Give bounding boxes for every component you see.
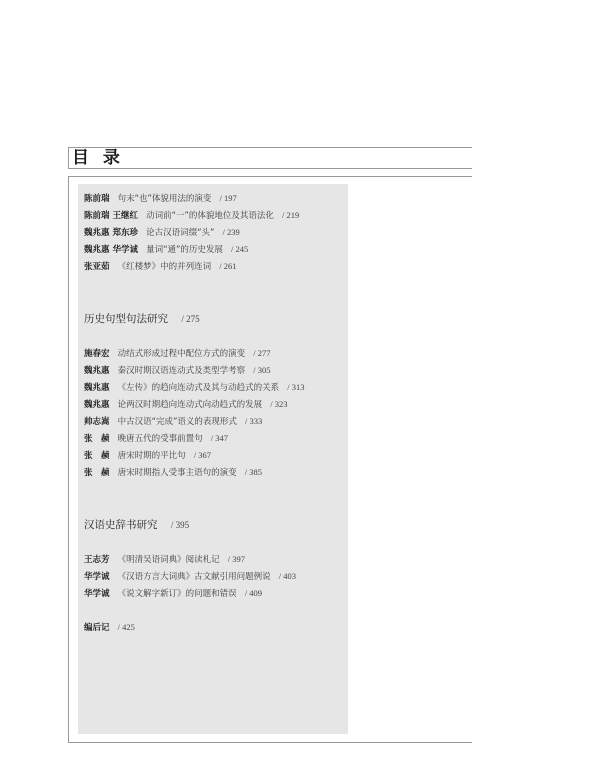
entry-page: / 409 [244, 588, 262, 598]
entry-title: 量词“通”的历史发展 [146, 245, 223, 255]
toc-entry[interactable] [84, 450, 211, 462]
toc-entry[interactable] [84, 227, 240, 239]
entry-page: / 333 [245, 416, 263, 426]
entry-author: 魏兆惠 郑东珍 [84, 228, 138, 238]
entry-title: 《明清吴语词典》阅读札记 [117, 555, 220, 565]
section-page: / 395 [170, 520, 190, 530]
entry-author: 张亚茹 [84, 262, 110, 272]
entry-author: 魏兆惠 [84, 400, 110, 410]
toc-section-heading[interactable] [84, 313, 200, 326]
entry-title: 晚唐五代的受事前置句 [117, 434, 203, 444]
entry-page: / 347 [210, 433, 228, 443]
entry-author: 陈前瑞 王继红 [84, 211, 138, 221]
entry-author: 张 赪 [84, 434, 110, 444]
entry-title: 《汉语方言大词典》古文献引用问题例说 [117, 572, 271, 582]
toc-entry[interactable] [84, 399, 288, 411]
section-title: 汉语史辞书研究 [84, 519, 158, 531]
entry-page: / 313 [287, 382, 305, 392]
toc-entry[interactable] [84, 210, 299, 222]
entry-page: / 385 [244, 467, 262, 477]
entry-title: 秦汉时期汉语连动式及类型学考察 [117, 366, 246, 376]
entry-title: 句末“也”体貌用法的演变 [117, 194, 212, 204]
entry-page: / 239 [222, 227, 240, 237]
toc-entry[interactable] [84, 554, 245, 566]
entry-author: 华学诚 [84, 572, 110, 582]
toc-entry[interactable] [84, 571, 296, 583]
entry-title: 《左传》的趋向连动式及其与动趋式的关系 [117, 383, 280, 393]
toc-heading-frame [68, 147, 472, 169]
entry-page: / 305 [253, 365, 271, 375]
entry-title: 编后记 [84, 623, 110, 633]
entry-title: 中古汉语“完成”语义的表现形式 [117, 417, 237, 427]
entry-title: 唐宋时期的平比句 [117, 451, 186, 461]
entry-page: / 323 [270, 399, 288, 409]
entry-title: 动结式形成过程中配位方式的演变 [117, 349, 246, 359]
entry-title: 《红楼梦》中的并列连词 [117, 262, 212, 272]
toc-entry[interactable] [84, 416, 262, 428]
toc-entry[interactable] [84, 348, 271, 360]
entry-author: 魏兆惠 [84, 366, 110, 376]
toc-section-heading[interactable] [84, 519, 189, 532]
entry-page: / 245 [231, 244, 249, 254]
toc-entry[interactable] [84, 467, 262, 479]
entry-author: 陈前瑞 [84, 194, 110, 204]
toc-entry[interactable] [84, 365, 271, 377]
entry-author: 帅志嵩 [84, 417, 110, 427]
entry-title: 动词前“一”的体貌地位及其语法化 [146, 211, 274, 221]
entry-page: / 425 [117, 622, 135, 632]
toc-entry[interactable] [84, 244, 248, 256]
toc-entry[interactable] [84, 382, 305, 394]
entry-author: 张 赪 [84, 468, 110, 478]
entry-author: 魏兆惠 [84, 383, 110, 393]
entry-page: / 197 [219, 193, 237, 203]
toc-entry-afterword[interactable] [84, 622, 135, 634]
entry-page: / 261 [219, 261, 237, 271]
section-title: 历史句型句法研究 [84, 313, 168, 325]
entry-page: / 403 [278, 571, 296, 581]
entry-title: 唐宋时期指人受事主语句的演变 [117, 468, 237, 478]
toc-entry[interactable] [84, 193, 237, 205]
entry-page: / 219 [282, 210, 300, 220]
entry-author: 华学诚 [84, 589, 110, 599]
section-page: / 275 [181, 314, 200, 324]
entry-author: 王志芳 [84, 555, 110, 565]
toc-entry[interactable] [84, 433, 228, 445]
entry-title: 论两汉时期趋向连动式向动趋式的发展 [117, 400, 263, 410]
page-title: 目 录 [72, 148, 124, 168]
entry-title: 论古汉语词缀“头” [146, 228, 215, 238]
entry-page: / 367 [193, 450, 211, 460]
toc-entry[interactable] [84, 588, 262, 600]
entry-author: 魏兆惠 华学诚 [84, 245, 138, 255]
toc-entry[interactable] [84, 261, 237, 273]
entry-page: / 277 [253, 348, 271, 358]
entry-page: / 397 [227, 554, 245, 564]
entry-author: 张 赪 [84, 451, 110, 461]
entry-author: 施春宏 [84, 349, 110, 359]
entry-title: 《说文解字新订》的问题和错误 [117, 589, 237, 599]
